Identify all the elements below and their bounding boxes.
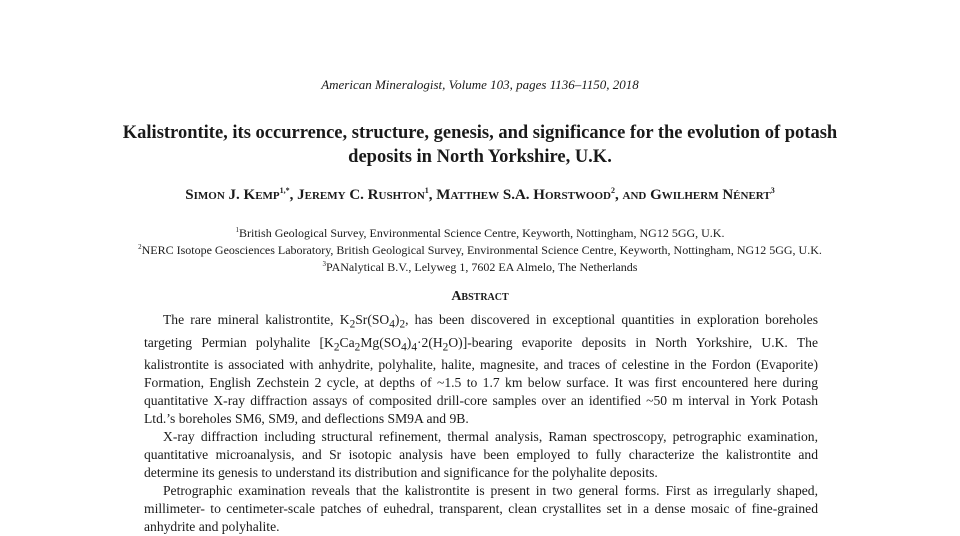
author-list: Simon J. Kemp$^{1,*}$, Jeremy C. Rushton$^1$, Matthew S.A. Horstwood$^2$, and Gwilherm Nénert$^3$ [185, 186, 775, 203]
author-name: Jeremy C. Rushton [297, 187, 425, 203]
abstract-paragraph-2: X-ray diffraction including structural refinement, thermal analysis, Raman spectroscopy, petrographic examination, quantitative microanalysis, and Sr isotopic analysis have been employed to fully characterize the kalistrontite and determine its genesis to understand its distribution and significance for the polyhalite deposits. [144, 429, 818, 481]
affil-text: NERC Isotope Geosciences Laboratory, British Geological Survey, Environmental Science Centre, Keyworth, Nottingham, NG12 5GG, U.K. [141, 243, 822, 257]
affil-marker: 2 [138, 243, 142, 251]
affil-marker: 1 [235, 226, 240, 234]
affil-text: British Geological Survey, Environmental Science Centre, Keyworth, Nottingham, NG12 5GG, U.K. [239, 226, 725, 240]
affil-text: PANalytical B.V., Lelyweg 1, 7602 EA Almelo, The Netherlands [326, 260, 638, 274]
author-affil-marker: 3 [770, 186, 775, 195]
author-name: Gwilherm Nénert [650, 187, 771, 203]
affiliation-2 [0, 243, 960, 258]
abstract-paragraph-3: Petrographic examination reveals that the kalistrontite is present in two general forms. First as irregularly shaped, millimeter- to centimeter-scale patches of euhedral, transparent, clean crystallites set in a dense mosaic of fine-grained anhydrite and polyhalite. [144, 483, 818, 535]
affiliation-1 [0, 226, 960, 241]
abstract-paragraph-1: The rare mineral kalistrontite, $K_2Sr(SO_4)_2$, has been discovered in exceptional quantities in exploration boreholes targeting Permian polyhalite $[K_2Ca_2Mg(SO_4)_4\cdot 2(H_2O)]$-bearing evaporite deposits in North Yorkshire, U.K. The kalistrontite is associated with anhydrite, polyhalite, halite, magnesite, and traces of celestine in the Fordon (Evaporite) Formation, English Zechstein 2 cycle, at depths of ~1.5 to 1.7 km below surface. It was first encountered here during quantitative X-ray diffraction assays of composited drill-core samples over an identified ~50 m interval in York Potash Ltd.’s boreholes SM6, SM9, and deflections SM9A and 9B. [144, 312, 818, 427]
journal-citation: American Mineralogist, Volume 103, pages 1136–1150, 2018 [321, 77, 639, 92]
abstract-body [144, 311, 818, 536]
paper-title: Kalistrontite, its occurrence, structure, genesis, and significance for the evolution of potash deposits in North Yorkshire, U.K. [122, 123, 838, 167]
affil-marker: 3 [322, 260, 327, 268]
author-name: Simon J. Kemp [185, 187, 280, 203]
author-affil-marker: 1,* [279, 186, 290, 195]
author-name: Matthew S.A. Horstwood [436, 187, 611, 203]
author-conjunction: and [622, 187, 647, 203]
author-affil-marker: 2 [611, 186, 615, 195]
author-affil-marker: 1 [424, 186, 429, 195]
abstract-heading: Abstract [451, 289, 509, 304]
affiliation-3 [0, 260, 960, 275]
